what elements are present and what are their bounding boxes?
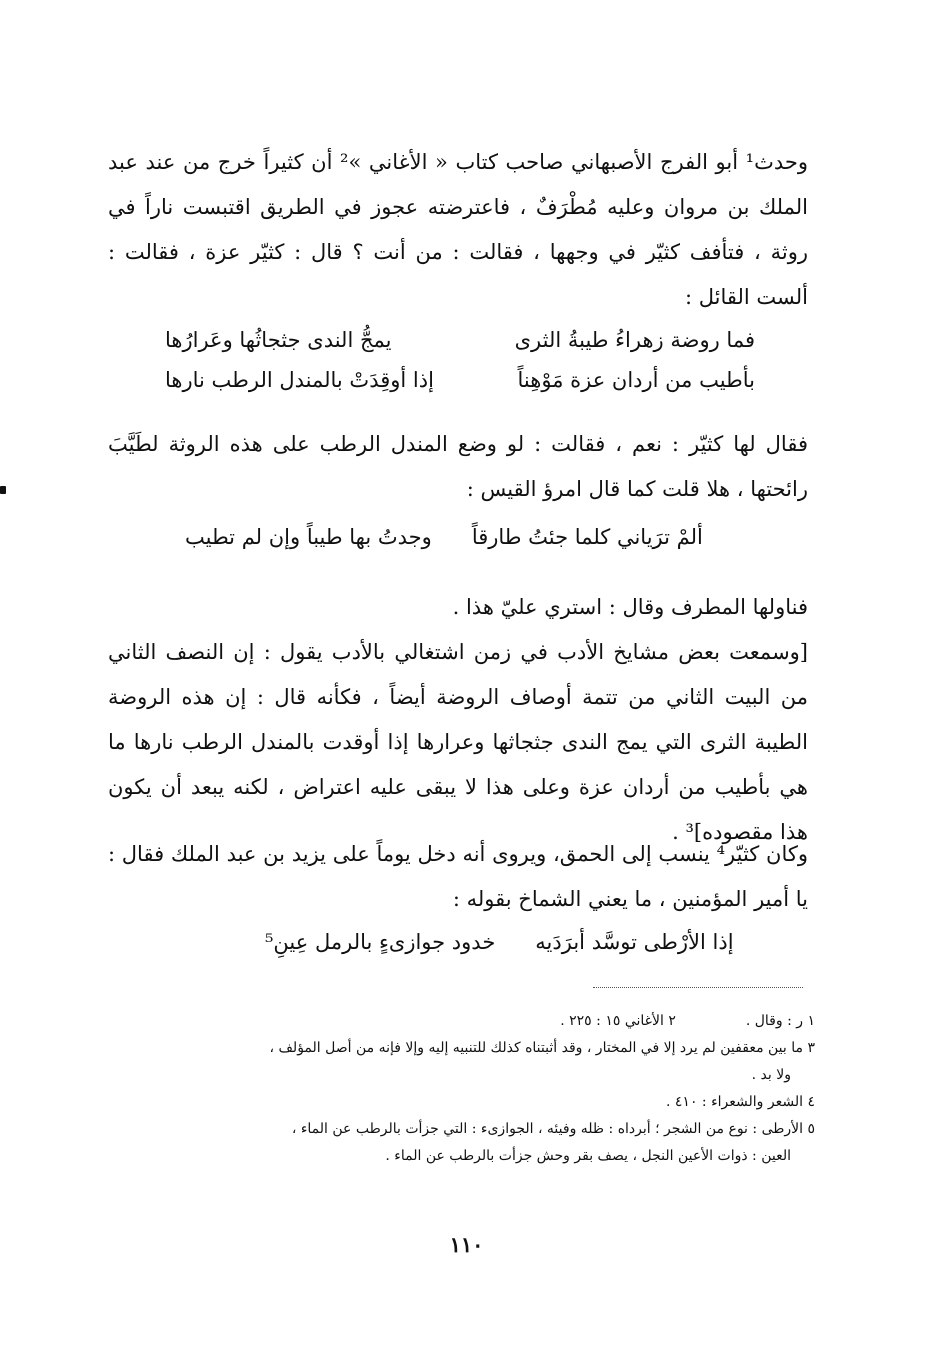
hemistich-b: خدود جوازىءٍ بالرمل عِينِ⁵ [265,930,496,954]
verse-imru-al-qays [185,525,703,549]
poem-line-1 [165,320,755,360]
scan-edge-mark [0,486,6,494]
hemistich-1a: فما روضة زهراءُ طيبةُ الثرى [514,328,755,352]
paragraph-story-intro: وحدث¹ أبو الفرج الأصبهاني صاحب كتاب « الأغاني »² أن كثيراً خرج من عند عبد الملك بن مروان وعليه مُطْرَفٌ ، فاعترضته عجوز في الطريق اقتبست ناراً في روثة ، فتأفف كثيّر في وجهها ، فقالت : من أنت ؟ قال : كثيّر عزة ، فقالت : ألست القائل : [108,150,809,309]
poem-kuthayyir [165,320,755,400]
paragraph-kuthayyir-yazid: وكان كثيّر⁴ ينسب إلى الحمق، ويروى أنه دخل يوماً على يزيد بن عبد الملك فقال : يا أمير المؤمنين ، ما يعني الشماخ بقوله : [108,842,808,911]
footnote-5: ٥ الأرطى : نوع من الشجر ؛ أبرداه : ظله وفيئه ، الجوازىء : التي جزأت بالرطب عن الماء ، [291,1121,815,1137]
footnote-4: ٤ الشعر والشعراء : ٤١٠ . [666,1094,815,1110]
footnote-1: ١ ر : وقال . [745,1013,815,1029]
footnote-2: ٢ الأغاني ١٥ : ٢٢٥ . [560,1013,676,1029]
poem-line-2 [165,360,755,400]
hemistich-a: ألمْ ترَياني كلما جئتُ طارقاً [471,525,703,549]
hemistich-2a: بأطيب من أردان عزة مَوْهِناً [517,368,755,392]
footnote-3: ٣ ما بين معقفين لم يرد إلا في المختار ، وقد أثبتناه كذلك للتنبيه إليه وإلا فإنه من أصل المؤلف ، [269,1040,815,1056]
paragraph-handing-cloak: فناولها المطرف وقال : استري عليّ هذا . [452,595,808,619]
paragraph-commentary: [وسمعت بعض مشايخ الأدب في زمن اشتغالي بالأدب يقول : إن النصف الثاني من البيت الثاني من تتمة أوصاف الروضة أيضاً ، فكأنه قال : إن هذه الروضة الطيبة الثرى التي يمج الندى جثجاثها وعرارها إذا أوقدت بالمندل الرطب نارها ما هي بأطيب من أردان عزة وعلى هذا لا يبقى عليه اعتراض ، لكنه يبعد أن يكون هذا مقصوده]³ . [108,640,808,844]
page-number: ١١٠ [449,1232,484,1257]
footnote-separator [593,987,803,988]
footnotes [100,1008,815,1170]
footnote-5-cont: العين : ذوات الأعين النجل ، يصف بقر وحش جزأت بالرطب عن الماء . [385,1148,791,1164]
hemistich-b: وجدتُ بها طيباً وإن لم تطيب [185,525,432,549]
footnote-row-1-2 [100,1008,815,1035]
paragraph-reply: فقال لها كثيّر : نعم ، فقالت : لو وضع المندل الرطب على هذه الروثة لطَيَّبَ رائحتها ، هلا قلت كما قال امرؤ القيس : [108,432,808,501]
hemistich-a: إذا الأرْطى توسَّد أبرَدَيه [535,930,734,954]
verse-shammakh [265,930,734,954]
hemistich-1b: يمجُّ الندى جثجاثُها وعَرارُها [165,328,392,352]
hemistich-2b: إذا أوقِدَتْ بالمندل الرطب نارها [165,368,434,392]
footnote-3-cont: ولا بد . [751,1067,791,1083]
